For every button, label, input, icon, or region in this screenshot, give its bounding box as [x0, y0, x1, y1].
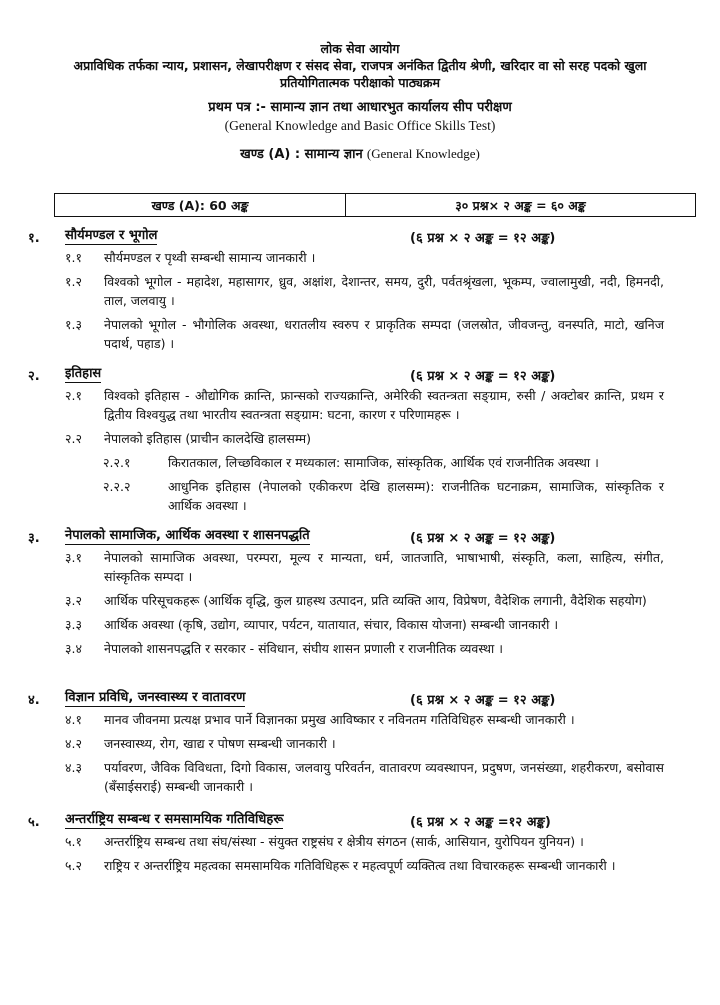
section-science-health-environment	[0, 688, 720, 801]
item-number: २.२	[65, 431, 82, 446]
paper-title: प्रथम पत्र :- सामान्य ज्ञान तथा आधारभुत कार्यालय सीप परीक्षण	[208, 100, 512, 115]
section-header	[0, 526, 720, 548]
item-number: १.३	[65, 317, 82, 332]
list-item	[0, 548, 720, 586]
list-item	[0, 477, 720, 515]
item-text: जनस्वास्थ्य, रोग, खाद्य र पोषण सम्बन्धी जानकारी ।	[104, 736, 336, 751]
section-international-relations	[0, 810, 720, 880]
marks-table-left: खण्ड (A): 60 अङ्क	[55, 194, 346, 217]
section-history	[0, 364, 720, 520]
list-item	[0, 272, 720, 310]
section-marks: (६ प्रश्न × २ अङ्क =१२ अङ्क)	[410, 815, 551, 830]
item-number: १.२	[65, 274, 82, 289]
item-number: ४.३	[65, 760, 82, 775]
section-title: विज्ञान प्रविधि, जनस्वास्थ्य र वातावरण	[65, 690, 246, 705]
list-item	[0, 315, 720, 353]
section-number: ३.	[28, 531, 40, 546]
list-item	[0, 591, 720, 610]
section-number: ५.	[28, 815, 40, 830]
khanda-heading	[0, 145, 720, 164]
list-item	[0, 615, 720, 634]
item-text: अन्तर्राष्ट्रिय सम्बन्ध तथा संघ/संस्था - संयुक्त राष्ट्रसंघ र क्षेत्रीय संगठन (सार्क, आसियान, युरोपियन युनियन) ।	[104, 834, 584, 849]
item-number: २.२.१	[103, 455, 131, 470]
item-text: आर्थिक अवस्था (कृषि, उद्योग, व्यापार, पर्यटन, यातायात, संचार, विकास योजना) सम्बन्धी जानकारी ।	[104, 617, 559, 632]
list-item	[0, 734, 720, 753]
item-text: मानव जीवनमा प्रत्यक्ष प्रभाव पार्ने विज्ञानका प्रमुख आविष्कार र नविनतम गतिविधिहरु सम्बन्धी जानकारी ।	[104, 712, 575, 727]
section-title: नेपालको सामाजिक, आर्थिक अवस्था र शासनपद्धति	[65, 528, 310, 543]
section-marks: (६ प्रश्न × २ अङ्क = १२ अङ्क)	[410, 693, 556, 708]
commission-name: लोक सेवा आयोग	[320, 41, 400, 56]
item-number: ४.१	[65, 712, 82, 727]
list-item	[0, 386, 720, 424]
section-header	[0, 688, 720, 710]
list-item	[0, 429, 720, 448]
item-number: ३.१	[65, 550, 82, 565]
list-item	[0, 639, 720, 658]
item-text: पर्यावरण, जैविक विविधता, दिगो विकास, जलवायु परिवर्तन, वातावरण व्यवस्थापन, प्रदुषण, जनसंख्या, शहरीकरण, बसोवास (बँसाईसराई) सम्बन्धी जानकारी ।	[104, 760, 664, 794]
item-number: ३.४	[65, 641, 82, 656]
section-header	[0, 364, 720, 386]
section-marks: (६ प्रश्न × २ अङ्क = १२ अङ्क)	[410, 231, 556, 246]
section-header	[0, 810, 720, 832]
section-marks: (६ प्रश्न × २ अङ्क = १२ अङ्क)	[410, 531, 556, 546]
item-text: किरातकाल, लिच्छविकाल र मध्यकाल: सामाजिक, सांस्कृतिक, आर्थिक एवं राजनीतिक अवस्था ।	[168, 455, 599, 470]
list-item	[0, 453, 720, 472]
list-item	[0, 710, 720, 729]
item-text: राष्ट्रिय र अन्तर्राष्ट्रिय महत्वका समसामयिक गतिविधिहरू र महत्वपूर्ण व्यक्तित्व तथा विचारकहरू सम्बन्धी जानकारी ।	[104, 858, 616, 873]
khanda-heading-en: (General Knowledge)	[366, 146, 480, 161]
khanda-heading-np: खण्ड (A) : सामान्य ज्ञान	[240, 147, 363, 162]
item-text: विश्वको इतिहास - औद्योगिक क्रान्ति, फ्रान्सको राज्यक्रान्ति, अमेरिकी स्वतन्त्रता सङ्ग्राम, रुसी / अक्टोबर क्रान्ति, प्रथम र द्वितीय विश्वयुद्ध तथा भारतीय स्वतन्त्रता सङ्ग्राम: घटना, कारण र परिणामहरू ।	[104, 388, 664, 422]
item-text: आर्थिक परिसूचकहरू (आर्थिक वृद्धि, कुल ग्राहस्थ उत्पादन, प्रति व्यक्ति आय, विप्रेषण, वैदेशिक लगानी, वैदेशिक सहयोग)	[104, 593, 647, 608]
section-marks: (६ प्रश्न × २ अङ्क = १२ अङ्क)	[410, 369, 556, 384]
item-text: नेपालको सामाजिक अवस्था, परम्परा, मूल्य र मान्यता, धर्म, जातजाति, भाषाभाषी, संस्कृति, कला, साहित्य, संगीत, सांस्कृतिक सम्पदा ।	[104, 550, 664, 584]
section-number: ४.	[28, 693, 40, 708]
item-text: सौर्यमण्डल र पृथ्वी सम्बन्धी सामान्य जानकारी ।	[104, 250, 316, 265]
section-number: १.	[28, 231, 40, 246]
header-line-3: प्रतियोगितात्मक परीक्षाको पाठ्यक्रम	[280, 75, 440, 90]
list-item	[0, 248, 720, 267]
section-title: इतिहास	[65, 366, 102, 381]
paper-title-english: (General Knowledge and Basic Office Skills Test)	[224, 118, 496, 133]
item-number: १.१	[65, 250, 82, 265]
item-number: २.२.२	[103, 479, 131, 494]
section-header	[0, 226, 720, 248]
header-line-2: अप्राविधिक तर्फका न्याय, प्रशासन, लेखापरीक्षण र संसद सेवा, राजपत्र अनंकित द्वितीय श्रेणी, खरिदार वा सो सरह पदको खुला	[73, 58, 647, 73]
item-number: ५.२	[65, 858, 82, 873]
section-title: अन्तर्राष्ट्रिय सम्बन्ध र समसामयिक गतिविधिहरू	[65, 812, 284, 827]
list-item	[0, 758, 720, 796]
item-number: ३.३	[65, 617, 82, 632]
item-text: आधुनिक इतिहास (नेपालको एकीकरण देखि हालसम्म): राजनीतिक घटनाक्रम, सामाजिक, सांस्कृतिक र आर्थिक अवस्था ।	[168, 479, 664, 513]
section-title: सौर्यमण्डल र भूगोल	[65, 228, 158, 243]
item-number: ३.२	[65, 593, 82, 608]
item-number: २.१	[65, 388, 82, 403]
item-text: नेपालको शासनपद्धति र सरकार - संविधान, संघीय शासन प्रणाली र राजनीतिक व्यवस्था ।	[104, 641, 503, 656]
item-text: नेपालको इतिहास (प्राचीन कालदेखि हालसम्म)	[104, 431, 311, 446]
item-text: नेपालको भूगोल - भौगोलिक अवस्था, धरातलीय स्वरुप र प्राकृतिक सम्पदा (जलस्रोत, जीवजन्तु, वनस्पति, माटो, खनिज पदार्थ, पहाड) ।	[104, 317, 664, 351]
item-number: ५.१	[65, 834, 82, 849]
marks-table-right: ३० प्रश्न× २ अङ्क = ६० अङ्क	[346, 194, 696, 217]
section-solar-geography	[0, 226, 720, 358]
list-item	[0, 832, 720, 851]
section-number: २.	[28, 369, 40, 384]
item-text: विश्वको भूगोल - महादेश, महासागर, ध्रुव, अक्षांश, देशान्तर, समय, दुरी, पर्वतश्रृंखला, भूकम्प, ज्वालामुखी, नदी, हिमनदी, ताल, जलवायु ।	[104, 274, 664, 308]
item-number: ४.२	[65, 736, 82, 751]
list-item	[0, 856, 720, 875]
marks-table	[54, 193, 696, 217]
section-society-economy-governance	[0, 526, 720, 663]
